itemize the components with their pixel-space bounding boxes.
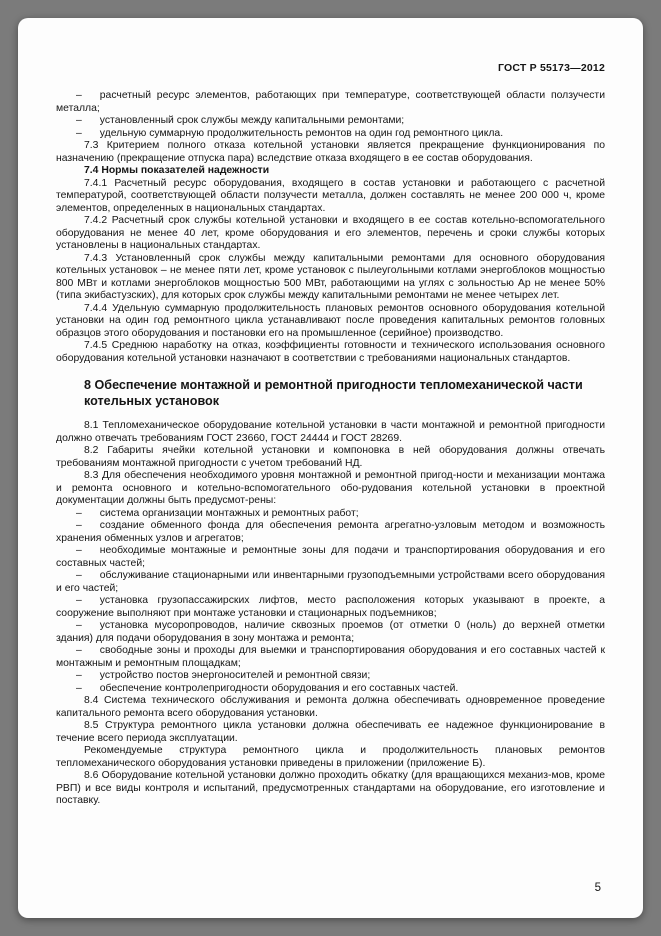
paragraph: 8.4 Система технического обслуживания и ремонта должна обеспечивать одновременное проведение капитального ремонта всего оборудования установки. — [56, 695, 605, 719]
list-item-text: обслуживание стационарными или инвентарными грузоподъемными устройствами всего оборудования и его частей; — [56, 570, 605, 594]
list-item — [56, 520, 605, 545]
paragraph: 8.1 Тепломеханическое оборудование котельной установки в части монтажной и ремонтной пригодности должно отвечать требованиям ГОСТ 23660, ГОСТ 24444 и ГОСТ 28269. — [56, 420, 605, 444]
list-item-text: расчетный ресурс элементов, работающих при температуре, соответствующей области ползучести металла; — [56, 90, 605, 114]
dash-marker: – — [76, 520, 82, 532]
paragraph: 8.3 Для обеспечения необходимого уровня монтажной и ремонтной пригод-ности и механизации монтажа и ремонта основного и котельно-вспомогательного обо-рудования котельной установки в проектной документации должны быть предусмот-рены: — [56, 470, 605, 507]
doc-header: ГОСТ Р 55173—2012 — [497, 62, 605, 74]
list-item-text: необходимые монтажные и ремонтные зоны для подачи и транспортирования оборудования и его составных частей; — [56, 545, 605, 569]
paragraph: 7.4.3 Установленный срок службы между капитальными ремонтами для основного оборудования котельных установок – не менее пяти лет, кроме установок с пылеугольными котлами энергоблоков мощностью 800 МВт и котлами энергоблоков мощностью 500 МВт, работающими на углях с зольностью Ар не менее 50% (типа экибастузских), для которых срок службы между капитальными ремонтами не менее четырех лет. — [56, 252, 605, 301]
list-item — [56, 620, 605, 645]
list-item-text: устройство постов энергоносителей и ремонтной связи; — [99, 670, 371, 682]
dash-marker: – — [76, 507, 82, 519]
dash-marker: – — [76, 115, 82, 126]
paragraph: 7.4.1 Расчетный ресурс оборудования, входящего в состав установки и работающего с расчетной температурой, соответствующей области ползучести металла, должен составлять не менее 200 000 ч, кроме элементов, определенных в национальных стандартах. — [56, 177, 605, 214]
page-number: 5 — [594, 882, 601, 894]
list-item — [56, 115, 605, 128]
list-item — [56, 645, 605, 670]
section-heading: 8 Обеспечение монтажной и ремонтной пригодности тепломеханической части котельных установок — [84, 378, 583, 408]
dash-marker: – — [76, 670, 82, 682]
dash-marker: – — [76, 595, 82, 607]
paragraph: 8.2 Габариты ячейки котельной установки и компоновка в ней оборудования должны отвечать требованиям монтажной пригодности с учетом требований НД. — [56, 445, 605, 469]
paragraph: 7.4.4 Удельную суммарную продолжительность плановых ремонтов основного оборудования котельной установки на один год ремонтного цикла устанавливают после проведения капитальных ремонтов головных образцов этого оборудования и постановки его на промышленное (серийное) производство. — [56, 302, 605, 339]
paragraph: Рекомендуемые структура ремонтного цикла и продолжительность плановых ремонтов тепломеханического оборудования установки приведены в приложении (приложение Б). — [56, 745, 605, 769]
paragraph: 7.4.2 Расчетный срок службы котельной установки и входящего в ее состав котельно-вспомогательного оборудования не менее 40 лет, кроме оборудования и его элементов, перечень и сроки службы которых установлены в национальных стандартах. — [56, 215, 605, 251]
subsection-heading: 7.4 Нормы показателей надежности — [84, 165, 270, 176]
dash-marker: – — [76, 645, 82, 657]
dash-marker: – — [76, 127, 82, 139]
list-item — [56, 508, 605, 521]
dash-marker: – — [76, 570, 82, 582]
dash-marker: – — [76, 90, 82, 101]
list-item-text: установка мусоропроводов, наличие сквозных проемов (от отметки 0 (ноль) до верхней отметки здания) для подачи оборудования в зону монтажа и ремонта; — [56, 620, 605, 644]
paragraph: 8.6 Оборудование котельной установки должно проходить обкатку (для вращающихся механиз-мов, кроме РВП) и все виды контроля и испытаний, предусмотренных стандартами на оборудование, его изготовление и поставку. — [56, 770, 605, 807]
paragraph: 8.5 Структура ремонтного цикла установки должна обеспечивать ее надежное функционирование в течение всего периода эксплуатации. — [56, 720, 605, 744]
list-item-text: установка грузопассажирских лифтов, место расположения которых указывают в проекте, а сооружение выполняют при монтаже установки и стационарных подъемников; — [56, 595, 605, 619]
dash-marker: – — [76, 545, 82, 557]
list-item-text: создание обменного фонда для обеспечения ремонта агрегатно-узловым методом и возможность хранения обменных узлов и агрегатов; — [56, 520, 605, 544]
list-item — [56, 570, 605, 595]
list-item — [56, 545, 605, 570]
paragraph: 7.4.5 Среднюю наработку на отказ, коэффициенты готовности и технического использования основного оборудования котельной установки назначают в соответствии с требованиями национальных стандартов. — [56, 340, 605, 364]
dash-marker: – — [76, 620, 82, 632]
document-body — [56, 90, 605, 808]
list-item-text: система организации монтажных и ремонтных работ; — [99, 507, 359, 519]
list-item — [56, 90, 605, 115]
list-item-text: удельную суммарную продолжительность ремонтов на один год ремонтного цикла. — [99, 127, 504, 139]
list-item — [56, 683, 605, 696]
list-item-text: установленный срок службы между капитальными ремонтами; — [99, 115, 405, 126]
document-page — [18, 18, 643, 918]
dash-marker: – — [76, 682, 82, 694]
list-item — [56, 670, 605, 683]
paragraph: 7.3 Критерием полного отказа котельной установки является прекращение функционирования по назначению (прекращение отпуска пара) вследствие отказа входящего в ее состав оборудования. — [56, 140, 605, 164]
list-item — [56, 595, 605, 620]
list-item-text: свободные зоны и проходы для выемки и транспортирования оборудования и его составных частей к монтажным и ремонтным площадкам; — [56, 645, 605, 669]
list-item — [56, 128, 605, 141]
list-item-text: обеспечение контролепригодности оборудования и его составных частей. — [99, 682, 459, 694]
